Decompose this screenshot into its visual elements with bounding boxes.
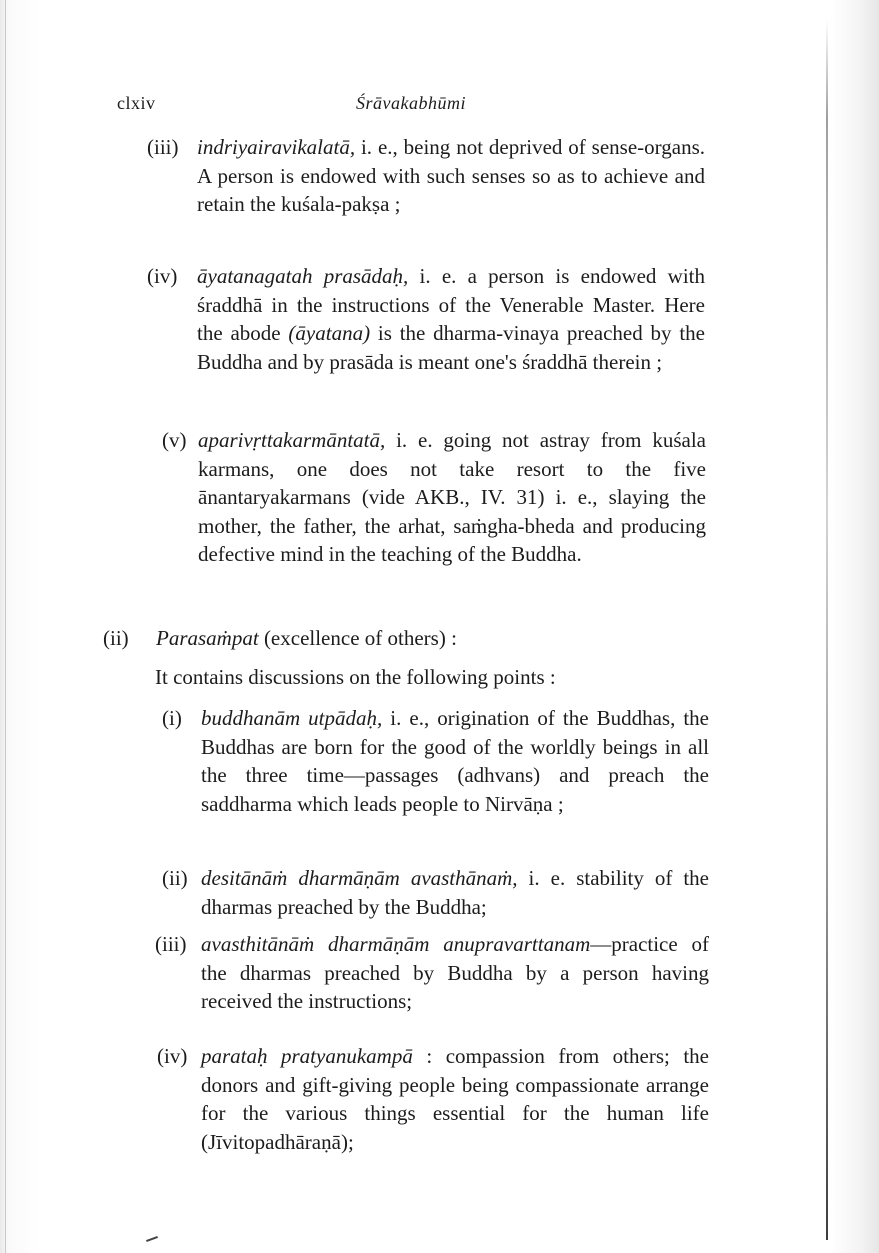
page-edge-left [5, 0, 6, 1253]
page-edge-right [826, 20, 828, 1240]
item-number: (iii) [147, 135, 179, 159]
item-body-cont: is the dharma-vinaya preached by the Buddha and by prasāda is meant one's śraddhā therein ; [197, 321, 705, 374]
running-title: Śrāvakabhūmi [356, 93, 466, 113]
list-item [162, 704, 710, 854]
item-number: (iii) [155, 932, 187, 956]
section-title [156, 624, 457, 652]
item-text [201, 1042, 709, 1156]
item-number: (i) [162, 706, 182, 730]
item-term: buddhanām utpādaḥ, [201, 706, 383, 730]
item-term: avasthitānāṁ dharmāṇām anupravarttanam [201, 932, 591, 956]
section-number: (ii) [103, 626, 129, 650]
item-term: indriyairavikalatā, [197, 135, 356, 159]
list-item [147, 133, 707, 253]
item-number: (ii) [162, 866, 188, 890]
item-body: : compassion from others; the donors and gift-giving people being compassionate arrange for the various things essential for the human life (Jīvitopadhāraṇā); [201, 1044, 710, 1154]
item-body: i. e., origination of the Buddhas, the Buddhas are born for the good of the worldly beings in all the three time—passages (adhvans) and preach the saddharma which leads people to Nirvāṇa ; [201, 706, 709, 816]
item-term: parataḥ pratyanukampā [201, 1044, 413, 1068]
item-body: i. e. a person is endowed with śraddhā in the instructions of the Venerable Master. Here the abode [197, 264, 705, 345]
item-body: i. e., being not deprived of sense-organs. A person is endowed with such senses so as to achieve and retain the kuśala-pakṣa ; [197, 135, 705, 216]
item-text [201, 704, 709, 818]
section-subtitle: (excellence of others) : [258, 626, 457, 650]
section-intro: It contains discussions on the following points : [155, 665, 556, 689]
item-term: aparivṛttakarmāntatā, [198, 428, 386, 452]
section-term: Parasaṁpat [156, 626, 259, 650]
item-number: (v) [162, 428, 187, 452]
item-text [198, 426, 706, 569]
list-item [162, 864, 710, 924]
item-number: (iv) [157, 1044, 188, 1068]
list-item [147, 262, 707, 412]
item-term-paren: (āyatana) [288, 321, 371, 345]
list-item [162, 426, 707, 606]
section-heading [103, 624, 703, 654]
page-number: clxiv [117, 93, 156, 113]
item-body: i. e. stability of the dharmas preached by the Buddha; [201, 866, 709, 919]
list-item [155, 930, 710, 1020]
item-body: —practice of the dharmas preached by Buddha by a person having received the instructions; [201, 932, 709, 1013]
item-term: desitānāṁ dharmāṇām avasthānaṁ, [201, 866, 518, 890]
item-text [201, 864, 709, 921]
item-text [197, 262, 705, 376]
item-text [197, 133, 705, 219]
list-item [157, 1042, 710, 1162]
item-number: (iv) [147, 264, 178, 288]
item-text [201, 930, 709, 1016]
item-term: āyatanagatah prasādaḥ, [197, 264, 409, 288]
ink-speck [146, 1236, 158, 1242]
item-body: i. e. going not astray from kuśala karmans, one does not take resort to the five ānantaryakarmans (vide AKB., IV. 31) i. e., slaying the mother, the father, the arhat, saṁgha-bheda and producing defective mind in the teaching of the Buddha. [198, 428, 706, 566]
